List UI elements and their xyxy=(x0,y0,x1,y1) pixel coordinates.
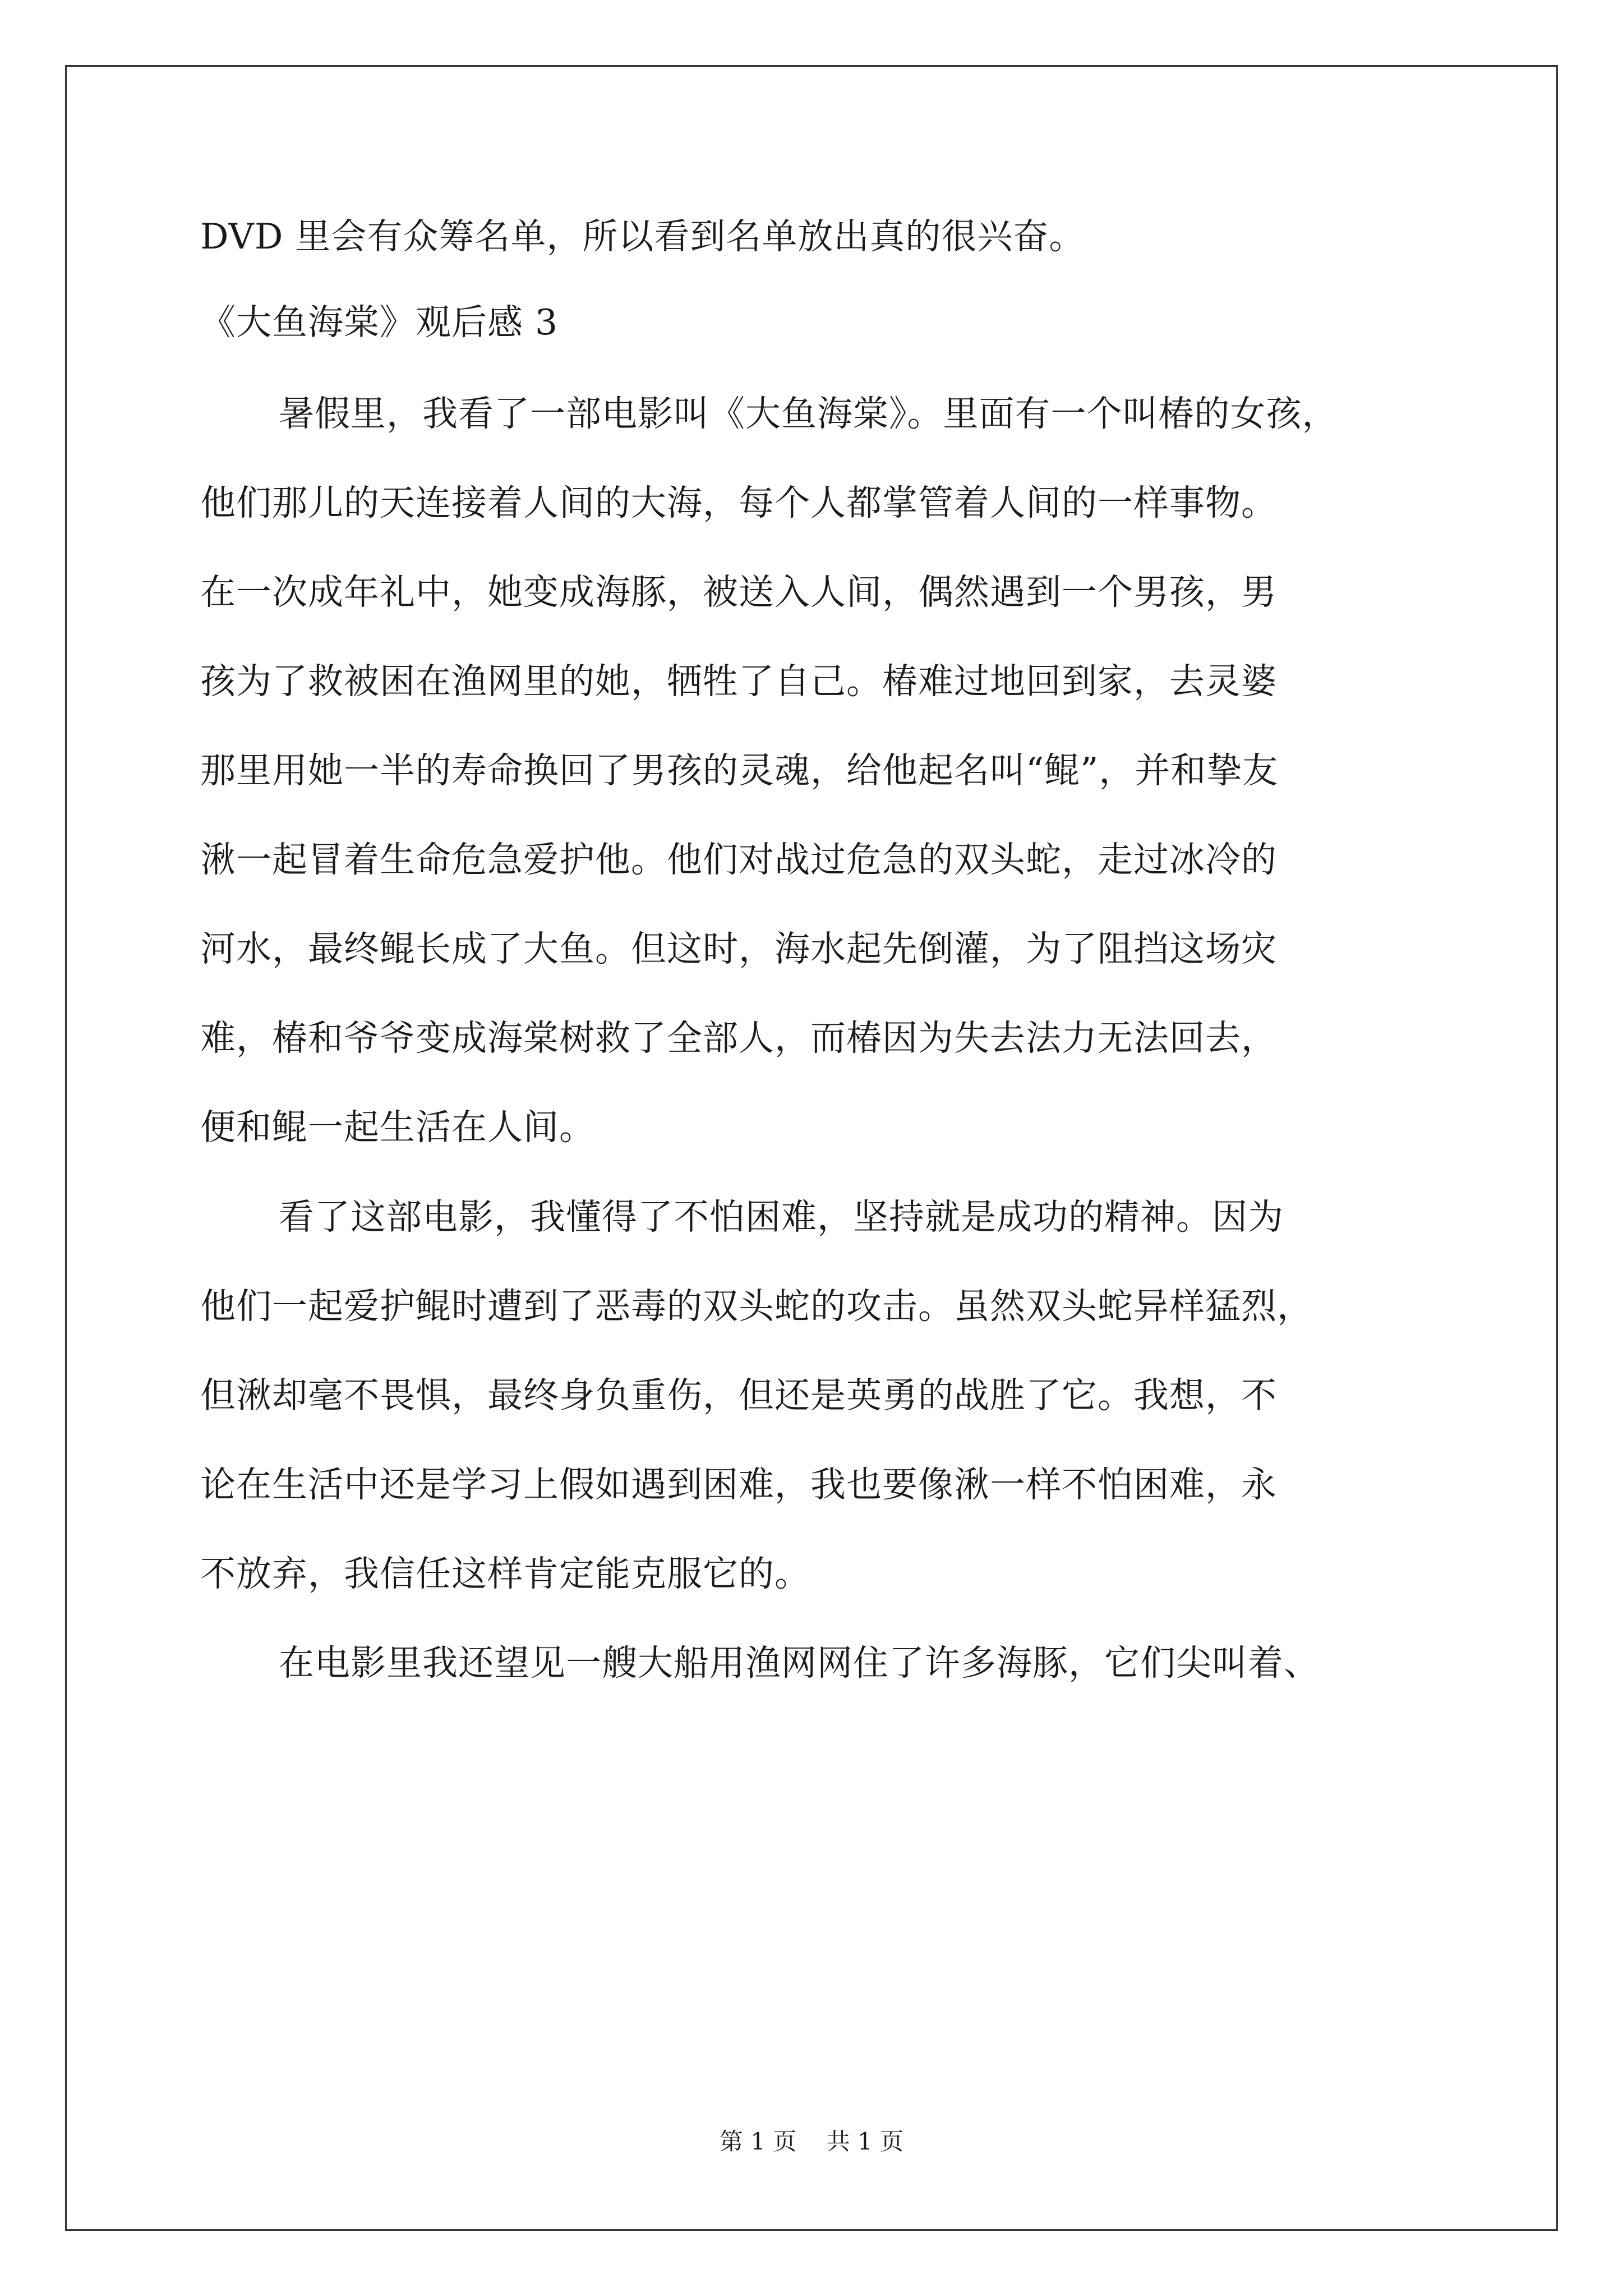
text-line: 难，椿和爷爷变成海棠树救了全部人，而椿因为失去法力无法回去， xyxy=(200,1018,1277,1059)
text-line: 那里用她一半的寿命换回了男孩的灵魂，给他起名叫“鲲”，并和挚友 xyxy=(200,750,1279,791)
text-line: 便和鲲一起生活在人间。 xyxy=(200,1107,595,1148)
text-line: 他们一起爱护鲲时遭到了恶毒的双头蛇的攻击。虽然双头蛇异样猛烈， xyxy=(200,1286,1313,1327)
text-line: 不放弃，我信任这样肯定能克服它的。 xyxy=(200,1553,810,1594)
text-line: 在一次成年礼中，她变成海豚，被送入人间，偶然遇到一个男孩，男 xyxy=(200,572,1277,613)
text-line: 但湫却毫不畏惧，最终身负重伤，但还是英勇的战胜了它。我想，不 xyxy=(200,1375,1277,1416)
text-line: DVD 里会有众筹名单，所以看到名单放出真的很兴奋。 xyxy=(200,216,1085,257)
section-heading: 《大鱼海棠》观后感 3 xyxy=(200,302,559,343)
text-line: 孩为了救被困在渔网里的她，牺牲了自己。椿难过地回到家，去灵婆 xyxy=(200,661,1277,702)
text-line: 他们那儿的天连接着人间的大海，每个人都掌管着人间的一样事物。 xyxy=(200,482,1277,523)
page-number-footer: 第 1 页 共 1 页 xyxy=(719,2128,904,2155)
text-line: 在电影里我还望见一艘大船用渔网网住了许多海豚，它们尖叫着、 xyxy=(279,1642,1320,1683)
text-line: 论在生活中还是学习上假如遇到困难，我也要像湫一样不怕困难，永 xyxy=(200,1464,1277,1505)
text-line: 河水，最终鲲长成了大鱼。但这时，海水起先倒灌，为了阻挡这场灾 xyxy=(200,928,1277,969)
text-line: 湫一起冒着生命危急爱护他。他们对战过危急的双头蛇，走过冰冷的 xyxy=(200,839,1277,880)
text-line: 暑假里，我看了一部电影叫《大鱼海棠》。里面有一个叫椿的女孩， xyxy=(279,393,1338,434)
text-line: 看了这部电影，我懂得了不怕困难，坚持就是成功的精神。因为 xyxy=(279,1197,1284,1237)
